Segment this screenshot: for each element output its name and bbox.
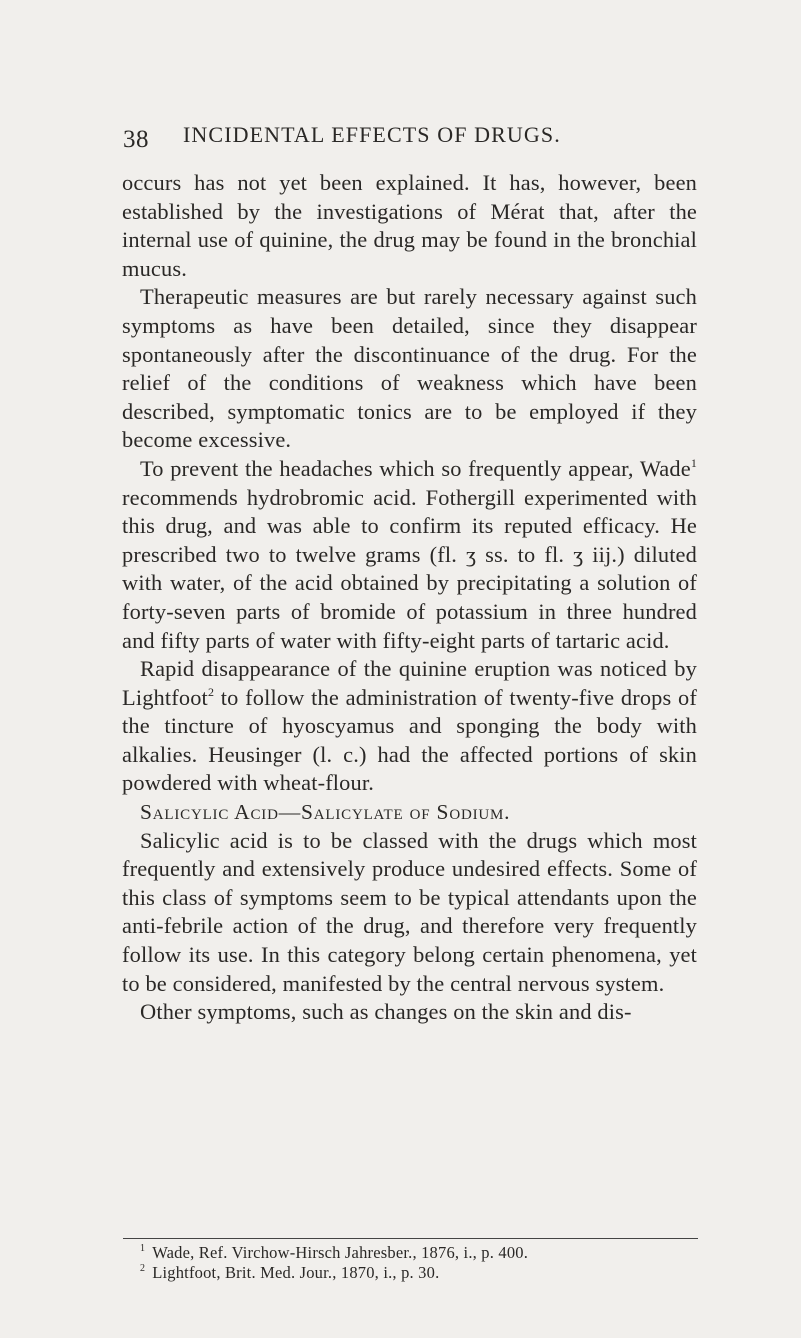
paragraph-text: to follow the administration of twenty-five drops of the tincture of hyoscyamus and sponging the body with alkalies. Heusinger (l. c.) had the affected portions of skin powdered with wheat-flour. (122, 684, 697, 796)
page-number: 38 (123, 126, 149, 153)
footnote-text: Wade, Ref. Virchow-Hirsch Jahresber., 1876, i., p. 400. (152, 1243, 529, 1262)
footnotes (140, 1243, 700, 1284)
paragraph-other-symptoms: Other symptoms, such as changes on the skin and dis- (140, 999, 632, 1025)
paragraph-text: To prevent the headaches which so frequently appear, Wade (140, 455, 691, 481)
paragraph-headaches (122, 455, 697, 655)
footnote-ref: 1 (690, 455, 697, 470)
footnote-ref: 2 (207, 684, 215, 699)
paragraph-quinine-eruption (122, 655, 697, 798)
paragraph-text: Rapid disappearance of the quinine eruption was noticed by Lightfoot (122, 656, 697, 710)
footnote-mark: 1 (140, 1243, 146, 1254)
footnote (140, 1263, 700, 1283)
page-header (123, 118, 683, 158)
body-text (122, 169, 697, 1027)
footnote-text: Lightfoot, Brit. Med. Jour., 1870, i., p. 30. (152, 1263, 440, 1283)
paragraph-therapeutic-measures: Therapeutic measures are but rarely necessary against such symptoms as have been detailed, since they disappear spontaneously after the discontinuance of the drug. For the relief of the conditions of weakness which have been described, symptomatic tonics are to be employed if they become excessive. (122, 284, 697, 453)
paragraph-continued: occurs has not yet been explained. It has, however, been established by the investigations of Mérat that, after the internal use of quinine, the drug may be found in the bronchial mucus. (122, 170, 697, 281)
footnote-divider (123, 1238, 698, 1239)
section-heading: Salicylic Acid—Salicylate of Sodium. (140, 800, 511, 825)
footnote-mark: 2 (140, 1263, 146, 1275)
footnote (140, 1243, 700, 1263)
running-head: INCIDENTAL EFFECTS OF DRUGS. (183, 122, 561, 147)
paragraph-salicylic-acid: Salicylic acid is to be classed with the drugs which most frequently and extensively produce undesired effects. Some of this class of symptoms seem to be typical attendants upon the anti-febrile action of the drug, and therefore very frequently follow its use. In this category belong certain phenomena, yet to be considered, manifested by the central nervous system. (122, 827, 697, 996)
paragraph-text: recommends hydrobromic acid. Fothergill experimented with this drug, and was able to confirm its reputed efficacy. He prescribed two to twelve grams (fl. ʒ ss. to fl. ʒ iij.) diluted with water, of the acid obtained by precipitating a solution of forty-seven parts of bromide of potassium in three hundred and fifty parts of water with fifty-eight parts of tartaric acid. (122, 484, 697, 653)
